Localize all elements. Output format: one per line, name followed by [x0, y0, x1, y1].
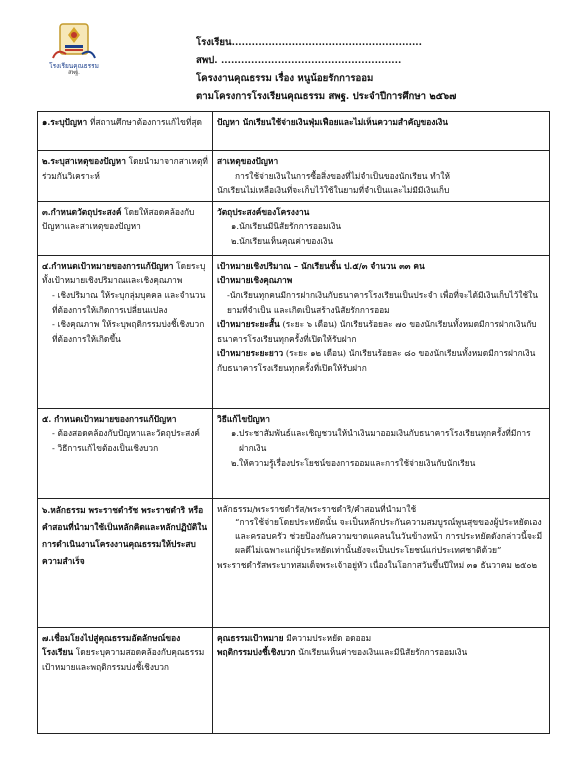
row-objective-label-text: โดยให้สอดคล้องกับปัญหาและสาเหตุของปัญหา: [42, 206, 195, 232]
row-cause: [38, 151, 550, 202]
objective-item: [217, 219, 545, 234]
row-target-label: [38, 255, 213, 408]
method-text: ให้ความรู้เรื่องประโยชน์ของการออมและการใช้จ่ายเงินกับนักเรียน: [239, 457, 476, 468]
objective-text: นักเรียนมีนิสัยรักการออมเงิน: [239, 221, 342, 232]
row-method-label: [38, 408, 213, 498]
row-method: [38, 408, 550, 498]
quant-label: เป้าหมายเชิงปริมาณ: [217, 260, 291, 271]
method-item: [217, 456, 545, 471]
behavior-label: พฤติกรรมบ่งชี้เชิงบวก: [217, 647, 296, 658]
row-virtue-label-text: โดยระบุความสอดคล้องกับคุณธรรมเป้าหมายและพฤติกรรมบ่งชี้เชิงบวก: [42, 647, 205, 672]
principle-title: หลักธรรม/พระราชดำรัส/พระราชดำริ/คำสอนที่นำมาใช้: [217, 503, 417, 514]
row-target-label-bold: ๔.กำหนดเป้าหมายของการแก้ปัญหา: [42, 260, 174, 271]
row-cause-content: [213, 151, 550, 202]
row-principle-content: [213, 498, 550, 627]
short-term-text: (ระยะ ๖ เดือน) นักเรียนร้อยละ ๗๐ ของนักเรียนทั้งหมดมีการฝากเงินกับธนาคารโรงเรียนทุกครั้งที่เปิดให้รับฝาก: [217, 319, 537, 344]
method-num: ๑.: [231, 428, 239, 439]
method-item: [217, 426, 545, 455]
quant-text: – นักเรียนชั้น ป.๕/๓ จำนวน ๓๓ คน: [290, 260, 425, 271]
method-text: ประชาสัมพันธ์และเชิญชวนให้นำเงินมาออมเงินกับธนาคารโรงเรียนทุกครั้งที่มีการฝากเงิน: [239, 428, 531, 453]
qual-text: -นักเรียนทุกคนมีการฝากเงินกับธนาคารโรงเรียนเป็นประจำ เพื่อที่จะได้มีเงินเก็บไว้ใช้ในยามที่จำเป็น และเกิดเป็นสร้างนิสัยรักการออม: [227, 289, 538, 315]
cause-line-2: นักเรียนไม่เหลือเงินที่จะเก็บไว้ใช้ในยามที่จำเป็นและไม่มีมีเงินเก็บ: [217, 185, 450, 196]
project-title: โครงงานคุณธรรม เรื่อง หนูน้อยรักการออม: [196, 73, 374, 84]
office-line: สพป. ......................................................: [196, 55, 402, 66]
cause-title: สาเหตุของปัญหา: [217, 156, 279, 166]
project-table: [37, 111, 550, 734]
row-method-label-bold: ๕. กำหนดเป้าหมายของการแก้ปัญหา: [42, 413, 177, 424]
moral-school-emblem-icon: [51, 18, 97, 62]
row-virtue-label-bold: ๗.เชื่อมโยงไปสู่คุณธรรมอัตลักษณ์ของโรงเรียน: [42, 632, 181, 658]
row-target: [38, 255, 550, 408]
method-title: วิธีแก้ไขปัญหา: [217, 413, 270, 424]
row-cause-label-text: โดยนำมาจากสาเหตุที่ร่วมกันวิเคราะห์: [42, 156, 208, 181]
quote-source: พระราชดำรัสพระบาทสมเด็จพระเจ้าอยู่หัว เนื่องในโอกาสวันขึ้นปีใหม่ ๓๑ ธันวาคม ๒๕๐๒: [217, 560, 538, 571]
target-virtue-text: มีความประหยัด อดออม: [283, 632, 372, 643]
long-term-label: เป้าหมายระยะยาว: [217, 348, 284, 359]
row-objective-content: [213, 201, 550, 255]
row-principle-label: [38, 498, 213, 627]
row-principle: [38, 498, 550, 627]
row-objective-label-bold: ๓.กำหนดวัตถุประสงค์: [42, 206, 122, 217]
row-cause-label: [38, 151, 213, 202]
row-principle-label-bold: ๖.หลักธรรม พระราชดำรัช พระราชดำริ หรือคำสอนที่นำมาใช้เป็นหลักคิดและหลักปฏิบัติในการดำเนินงานโครงงานคุณธรรมให้ประสบความสำเร็จ: [42, 504, 208, 566]
row-problem-label-bold: ๑.ระบุปัญหา: [42, 117, 88, 127]
row-virtue: [38, 627, 550, 733]
method-num: ๒.: [231, 457, 240, 468]
row-problem-label: [38, 112, 213, 151]
objective-title: วัตถุประสงค์ของโครงงาน: [217, 206, 310, 217]
short-term-label: เป้าหมายระยะสั้น: [217, 319, 280, 330]
row-problem: [38, 112, 550, 151]
row-target-quant-note: - เชิงปริมาณ ให้ระบุกลุ่มบุคคล และจำนวนที่ต้องการให้เกิดการเปลี่ยนแปลง: [52, 289, 206, 315]
row-target-qual-note: - เชิงคุณภาพ ให้ระบุพฤติกรรมบ่งชี้เชิงบวกที่ต้องการให้เกิดขึ้น: [52, 319, 205, 344]
row-method-note-1: - ต้องสอดคล้องกับปัญหาและวัตถุประสงค์: [52, 428, 200, 439]
program-title: ตามโครงการโรงเรียนคุณธรรม สพฐ. ประจำปีการศึกษา ๒๕๖๗: [196, 91, 457, 102]
cause-line-1: การใช้จ่ายเงินในการซื้อสิ่งของที่ไม่จำเป็นของนักเรียน ทำให้: [235, 170, 450, 181]
behavior-text: นักเรียนเห็นค่าของเงินและมีนิสัยรักการออมเงิน: [295, 647, 468, 658]
row-method-content: [213, 408, 550, 498]
objective-num: ๒.: [231, 235, 240, 246]
row-virtue-content: [213, 627, 550, 733]
objective-text: นักเรียนเห็นคุณค่าของเงิน: [239, 235, 334, 246]
row-cause-label-bold: ๒.ระบุสาเหตุของปัญหา: [42, 156, 126, 166]
row-objective: [38, 201, 550, 255]
row-target-label-text: โดยระบุทั้งเป้าหมายเชิงปริมาณและเชิงคุณภาพ: [42, 260, 206, 286]
row-target-content: [213, 255, 550, 408]
school-logo: [32, 18, 116, 88]
qual-label: เป้าหมายเชิงคุณภาพ: [217, 275, 293, 286]
objective-num: ๑.: [231, 221, 239, 232]
document-header: [196, 34, 556, 106]
row-problem-content: [213, 112, 550, 151]
row-problem-label-text: ที่สถานศึกษาต้องการแก้ไขที่สุด: [87, 117, 202, 127]
row-virtue-label: [38, 627, 213, 733]
objective-item: [217, 234, 545, 249]
row-objective-label: [38, 201, 213, 255]
logo-sub: สพฐ.: [68, 70, 80, 76]
problem-text: ปัญหา นักเรียนใช้จ่ายเงินฟุ่มเฟือยและไม่เห็นความสำคัญของเงิน: [217, 117, 448, 127]
royal-quote: “การใช้จ่ายโดยประหยัดนั้น จะเป็นหลักประกันความสมบูรณ์พูนสุขของผู้ประหยัดเองและครอบครัว ช่วยป้องกันความขาดแคลนในวันข้างหน้า การประหยัดดังกล่าวนี้จะมีผลดีไม่เฉพาะแก่ผู้ประหยัดเท่านั้นยังจะเป็นประโยชน์แก่ประเทศชาติด้วย”: [235, 518, 543, 557]
long-term-text: (ระยะ ๑๒ เดือน) นักเรียนร้อยละ ๘๐ ของนักเรียนทั้งหมดมีการฝากเงินกับธนาคารโรงเรียนทุกครั้งที่เปิดให้รับฝาก: [217, 348, 536, 373]
school-line: โรงเรียน.........................................................: [196, 37, 422, 48]
row-method-note-2: - วิธีการแก้ไขต้องเป็นเชิงบวก: [52, 442, 159, 453]
target-virtue-label: คุณธรรมเป้าหมาย: [217, 632, 284, 643]
logo-text: โรงเรียนคุณธรรม: [49, 62, 99, 70]
